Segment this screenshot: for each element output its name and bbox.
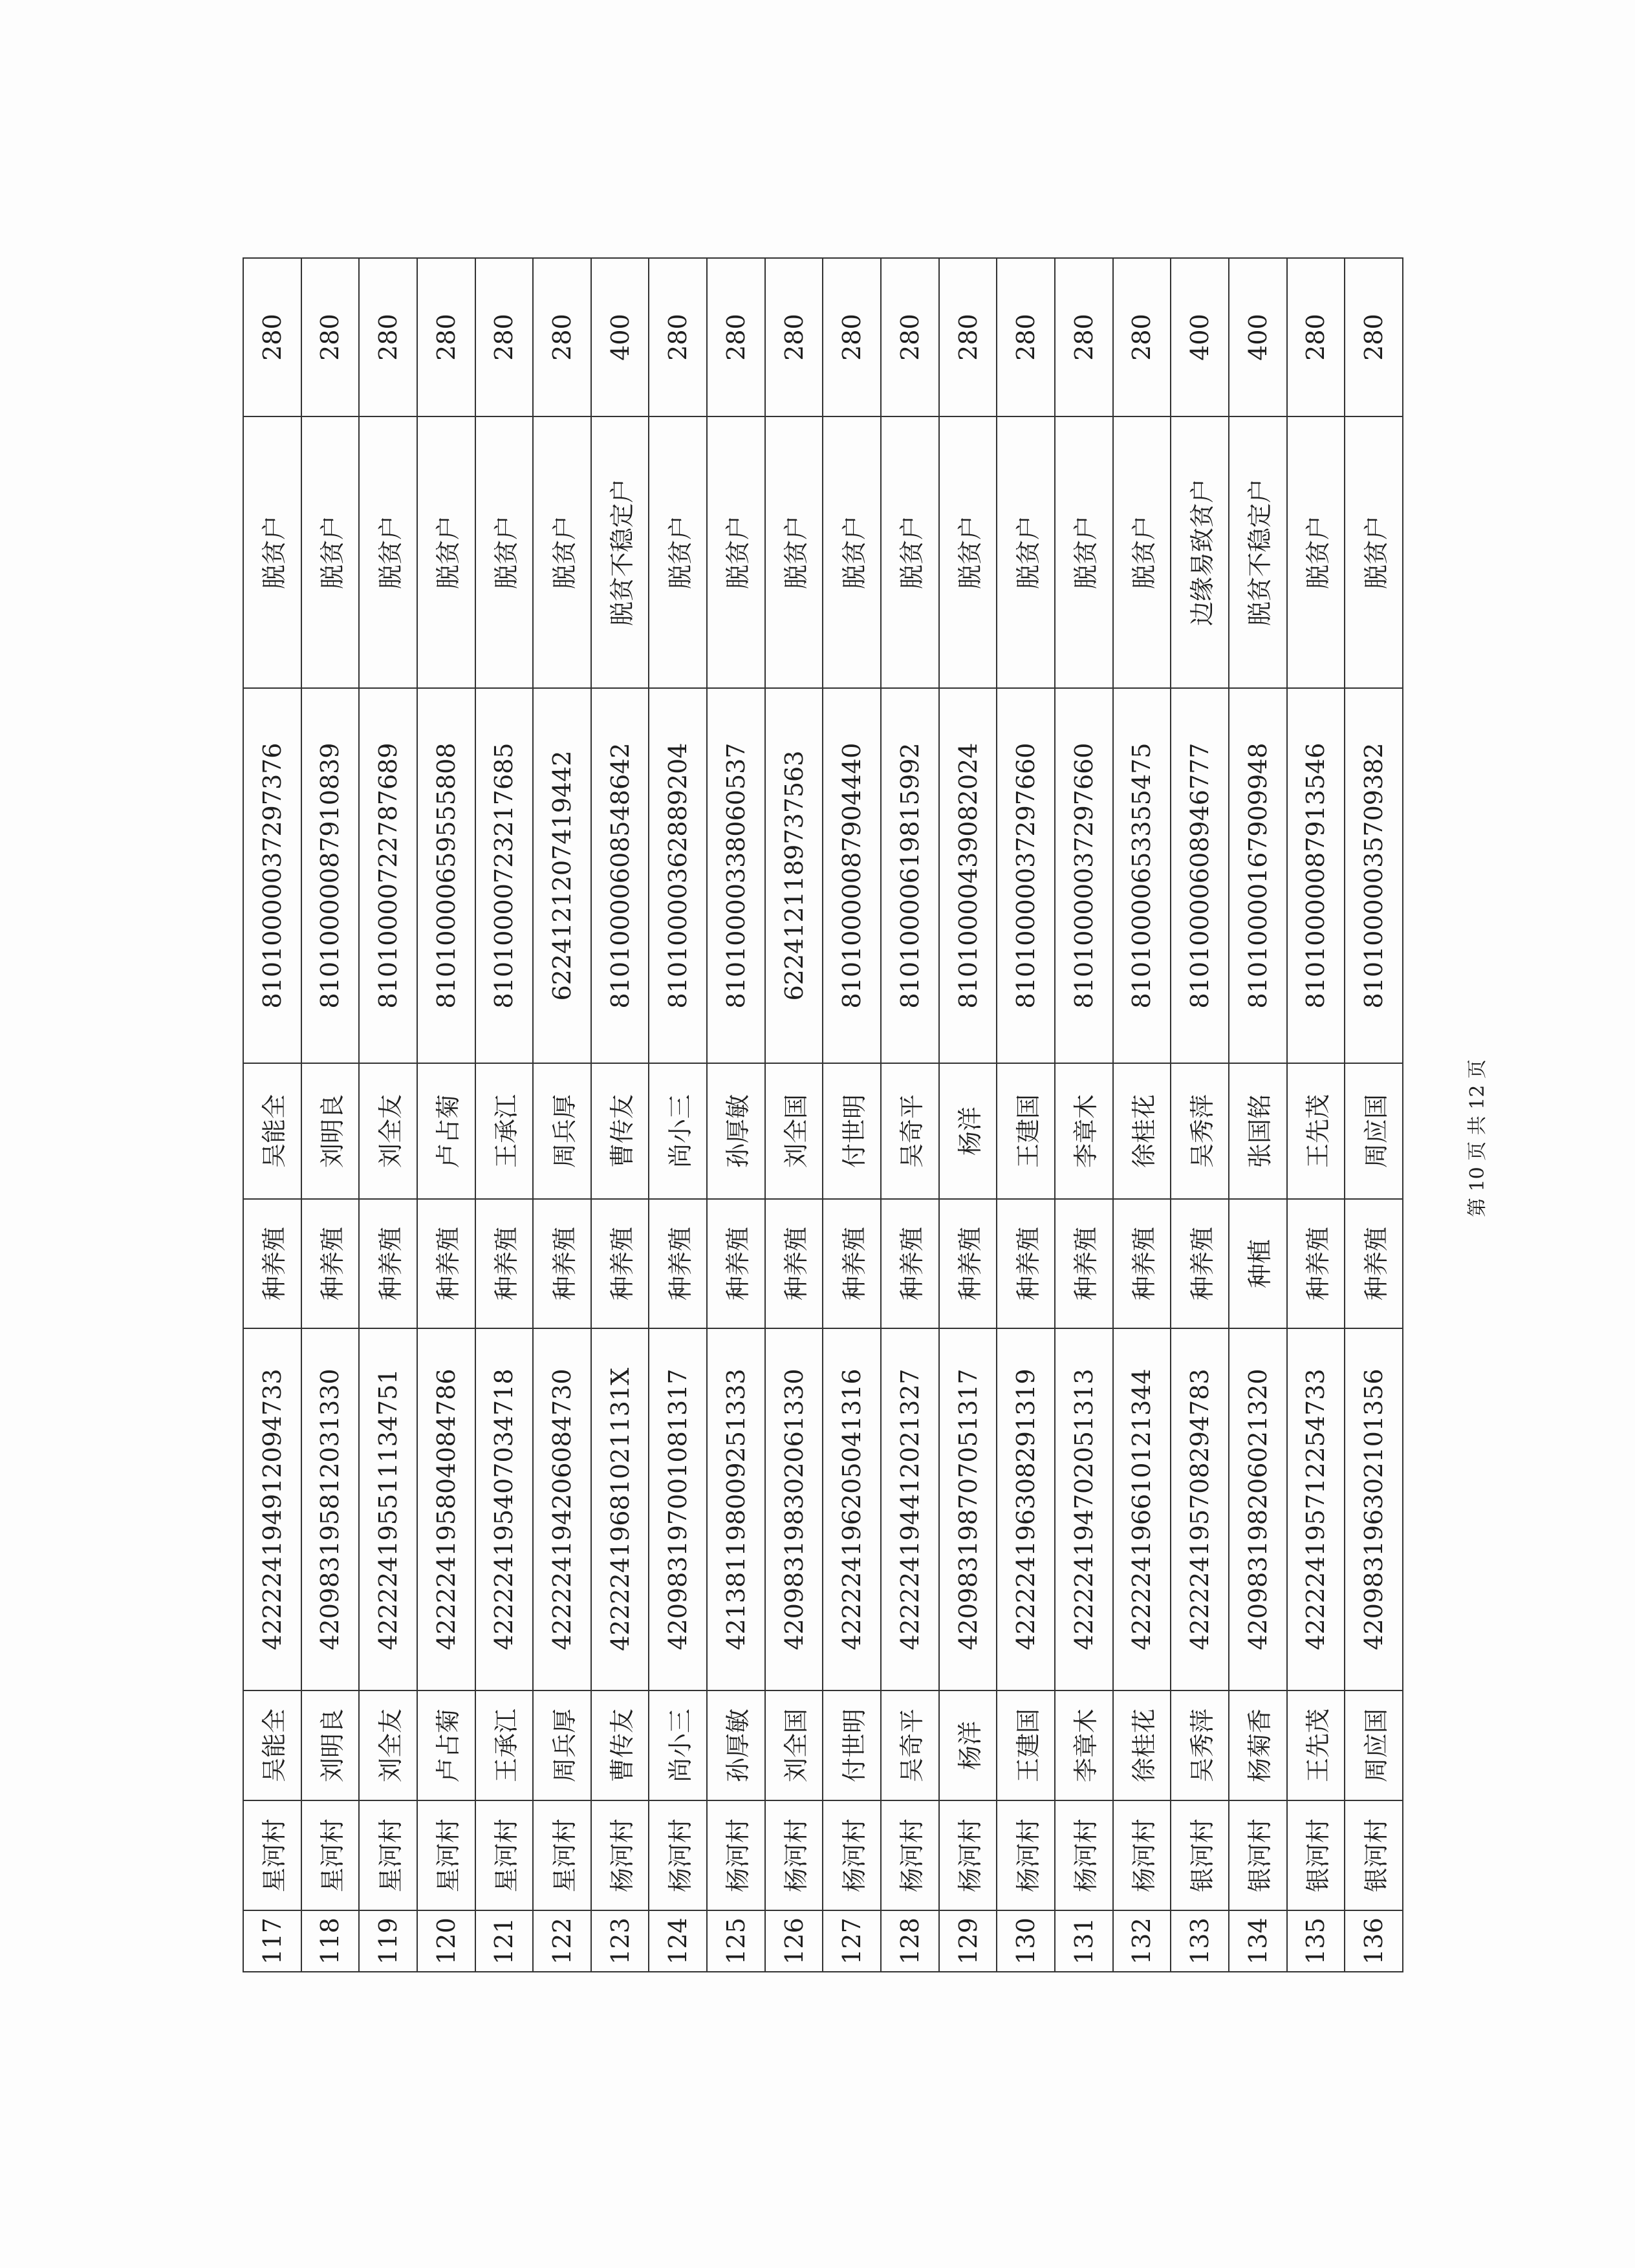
cell-village: 银河村: [1229, 1800, 1287, 1910]
cell-id-number: 422224194702051313: [1055, 1328, 1113, 1690]
cell-amount: 280: [475, 258, 534, 416]
cell-account: 6224121207419442: [533, 688, 591, 1063]
cell-account: 81010000362889204: [649, 688, 707, 1063]
table-row: [1055, 258, 1113, 1972]
cell-name: 王承江: [475, 1690, 534, 1800]
cell-name: 刘明良: [301, 1690, 360, 1800]
cell-amount: 280: [707, 258, 765, 416]
cell-account-holder: 周应国: [1345, 1063, 1403, 1199]
cell-no: 125: [707, 1910, 765, 1972]
cell-id-number: 42222419681021131X: [591, 1328, 649, 1690]
cell-amount: 280: [1055, 258, 1113, 416]
cell-account: 81010000167909948: [1229, 688, 1287, 1063]
cell-village: 星河村: [243, 1800, 301, 1910]
cell-village: 杨河村: [823, 1800, 881, 1910]
cell-id-number: 420983198302061330: [765, 1328, 823, 1690]
cell-household-type: 脱贫户: [475, 416, 534, 688]
cell-account-holder: 尚小三: [649, 1063, 707, 1199]
cell-village: 杨河村: [1055, 1800, 1113, 1910]
cell-name: 卢占菊: [417, 1690, 475, 1800]
cell-village: 星河村: [417, 1800, 475, 1910]
cell-account: 81010000338060537: [707, 688, 765, 1063]
cell-amount: 280: [649, 258, 707, 416]
cell-industry: 种养殖: [707, 1199, 765, 1328]
cell-village: 杨河村: [997, 1800, 1055, 1910]
cell-village: 杨河村: [765, 1800, 823, 1910]
cell-account: 81010000723217685: [475, 688, 534, 1063]
cell-industry: 种养殖: [765, 1199, 823, 1328]
table-row: [533, 258, 591, 1972]
table-row: [1229, 258, 1287, 1972]
cell-village: 杨河村: [939, 1800, 997, 1910]
cell-account-holder: 吴奇平: [881, 1063, 939, 1199]
page-number-label: 第 10 页 共 12 页: [1466, 1059, 1489, 1218]
cell-no: 136: [1345, 1910, 1403, 1972]
cell-account-holder: 吴秀萍: [1171, 1063, 1229, 1199]
cell-no: 131: [1055, 1910, 1113, 1972]
cell-village: 星河村: [533, 1800, 591, 1910]
cell-industry: 种养殖: [649, 1199, 707, 1328]
cell-industry: 种养殖: [475, 1199, 534, 1328]
cell-amount: 280: [1287, 258, 1345, 416]
cell-account: 81010000608946777: [1171, 688, 1229, 1063]
cell-household-type: 脱贫户: [359, 416, 417, 688]
cell-name: 付世明: [823, 1690, 881, 1800]
cell-no: 117: [243, 1910, 301, 1972]
cell-account-holder: 孙厚敏: [707, 1063, 765, 1199]
beneficiary-table: [243, 257, 1403, 1972]
table-row: [475, 258, 534, 1972]
cell-id-number: 422224194412021327: [881, 1328, 939, 1690]
cell-village: 星河村: [359, 1800, 417, 1910]
cell-village: 银河村: [1345, 1800, 1403, 1910]
cell-name: 吴奇平: [881, 1690, 939, 1800]
cell-no: 127: [823, 1910, 881, 1972]
cell-name: 刘全国: [765, 1690, 823, 1800]
cell-industry: 种养殖: [1113, 1199, 1171, 1328]
cell-account-holder: 刘全国: [765, 1063, 823, 1199]
cell-household-type: 脱贫户: [533, 416, 591, 688]
cell-industry: 种养殖: [939, 1199, 997, 1328]
cell-household-type: 脱贫户: [881, 416, 939, 688]
cell-account-holder: 王承江: [475, 1063, 534, 1199]
cell-account: 81010000608548642: [591, 688, 649, 1063]
cell-id-number: 422224195407034718: [475, 1328, 534, 1690]
cell-village: 杨河村: [707, 1800, 765, 1910]
cell-village: 星河村: [301, 1800, 360, 1910]
cell-account: 81010000659555808: [417, 688, 475, 1063]
cell-no: 129: [939, 1910, 997, 1972]
cell-household-type: 脱贫户: [417, 416, 475, 688]
cell-no: 130: [997, 1910, 1055, 1972]
cell-name: 杨菊香: [1229, 1690, 1287, 1800]
table-row: [939, 258, 997, 1972]
cell-no: 133: [1171, 1910, 1229, 1972]
cell-id-number: 422224196205041316: [823, 1328, 881, 1690]
cell-amount: 280: [997, 258, 1055, 416]
cell-account: 81010000439082024: [939, 688, 997, 1063]
cell-id-number: 422224194912094733: [243, 1328, 301, 1690]
table-body: [243, 258, 1403, 1972]
cell-no: 128: [881, 1910, 939, 1972]
cell-account: 6224121189737563: [765, 688, 823, 1063]
cell-account-holder: 李章木: [1055, 1063, 1113, 1199]
cell-industry: 种养殖: [1171, 1199, 1229, 1328]
cell-name: 周应国: [1345, 1690, 1403, 1800]
cell-no: 118: [301, 1910, 360, 1972]
cell-id-number: 420983198206021320: [1229, 1328, 1287, 1690]
cell-industry: 种养殖: [417, 1199, 475, 1328]
cell-name: 周兵厚: [533, 1690, 591, 1800]
cell-account-holder: 徐桂花: [1113, 1063, 1171, 1199]
cell-account: 81010000037297660: [997, 688, 1055, 1063]
cell-household-type: 脱贫不稳定户: [1229, 416, 1287, 688]
cell-industry: 种养殖: [591, 1199, 649, 1328]
cell-village: 星河村: [475, 1800, 534, 1910]
cell-household-type: 脱贫户: [649, 416, 707, 688]
cell-no: 134: [1229, 1910, 1287, 1972]
table-row: [649, 258, 707, 1972]
cell-industry: 种养殖: [1287, 1199, 1345, 1328]
cell-amount: 280: [823, 258, 881, 416]
cell-household-type: 脱贫户: [1055, 416, 1113, 688]
cell-id-number: 420983196302101356: [1345, 1328, 1403, 1690]
cell-account-holder: 王先茂: [1287, 1063, 1345, 1199]
cell-industry: 种养殖: [301, 1199, 360, 1328]
table-row: [1171, 258, 1229, 1972]
cell-industry: 种养殖: [881, 1199, 939, 1328]
cell-industry: 种养殖: [823, 1199, 881, 1328]
table-row: [707, 258, 765, 1972]
cell-no: 126: [765, 1910, 823, 1972]
table-row: [881, 258, 939, 1972]
cell-account: 81010000087910839: [301, 688, 360, 1063]
cell-household-type: 脱贫户: [765, 416, 823, 688]
table-row: [243, 258, 301, 1972]
cell-industry: 种养殖: [533, 1199, 591, 1328]
cell-name: 王建国: [997, 1690, 1055, 1800]
cell-name: 王先茂: [1287, 1690, 1345, 1800]
cell-id-number: 422224196308291319: [997, 1328, 1055, 1690]
cell-industry: 种养殖: [243, 1199, 301, 1328]
cell-account-holder: 曹传友: [591, 1063, 649, 1199]
cell-no: 119: [359, 1910, 417, 1972]
cell-no: 124: [649, 1910, 707, 1972]
table-row: [1287, 258, 1345, 1972]
cell-account: 81010000653355475: [1113, 688, 1171, 1063]
cell-household-type: 脱贫户: [1345, 416, 1403, 688]
cell-id-number: 422224195708294783: [1171, 1328, 1229, 1690]
cell-household-type: 脱贫户: [707, 416, 765, 688]
cell-account-holder: 刘明良: [301, 1063, 360, 1199]
cell-no: 121: [475, 1910, 534, 1972]
cell-account-holder: 吴能全: [243, 1063, 301, 1199]
cell-amount: 280: [1113, 258, 1171, 416]
cell-account-holder: 杨洋: [939, 1063, 997, 1199]
cell-amount: 280: [939, 258, 997, 416]
cell-account-holder: 王建国: [997, 1063, 1055, 1199]
cell-amount: 400: [591, 258, 649, 416]
cell-amount: 280: [765, 258, 823, 416]
cell-name: 徐桂花: [1113, 1690, 1171, 1800]
cell-account: 81010000087904440: [823, 688, 881, 1063]
cell-village: 银河村: [1287, 1800, 1345, 1910]
cell-account: 81010000035709382: [1345, 688, 1403, 1063]
cell-village: 杨河村: [649, 1800, 707, 1910]
cell-no: 122: [533, 1910, 591, 1972]
cell-household-type: 脱贫户: [823, 416, 881, 688]
cell-name: 孙厚敏: [707, 1690, 765, 1800]
cell-household-type: 脱贫不稳定户: [591, 416, 649, 688]
cell-account-holder: 卢占菊: [417, 1063, 475, 1199]
cell-amount: 280: [243, 258, 301, 416]
cell-account: 81010000087913546: [1287, 688, 1345, 1063]
cell-industry: 种养殖: [997, 1199, 1055, 1328]
cell-household-type: 脱贫户: [301, 416, 360, 688]
cell-amount: 280: [417, 258, 475, 416]
cell-industry: 种养殖: [1345, 1199, 1403, 1328]
cell-id-number: 420983195812031330: [301, 1328, 360, 1690]
cell-amount: 400: [1229, 258, 1287, 416]
cell-id-number: 420983197001081317: [649, 1328, 707, 1690]
cell-id-number: 422224194206084730: [533, 1328, 591, 1690]
table-row: [1113, 258, 1171, 1972]
cell-amount: 280: [533, 258, 591, 416]
cell-household-type: 脱贫户: [1113, 416, 1171, 688]
table-row: [1345, 258, 1403, 1972]
table-row: [823, 258, 881, 1972]
cell-no: 132: [1113, 1910, 1171, 1972]
cell-name: 吴能全: [243, 1690, 301, 1800]
cell-account-holder: 付世明: [823, 1063, 881, 1199]
cell-amount: 280: [301, 258, 360, 416]
cell-name: 吴秀萍: [1171, 1690, 1229, 1800]
cell-account: 81010000619815992: [881, 688, 939, 1063]
cell-amount: 280: [881, 258, 939, 416]
cell-id-number: 420983198707051317: [939, 1328, 997, 1690]
rotated-table-container: [243, 259, 1403, 1972]
cell-name: 杨洋: [939, 1690, 997, 1800]
cell-id-number: 422224196610121344: [1113, 1328, 1171, 1690]
table-row: [765, 258, 823, 1972]
cell-no: 123: [591, 1910, 649, 1972]
cell-id-number: 422224195804084786: [417, 1328, 475, 1690]
cell-account-holder: 张国铭: [1229, 1063, 1287, 1199]
cell-account-holder: 周兵厚: [533, 1063, 591, 1199]
cell-no: 135: [1287, 1910, 1345, 1972]
cell-village: 杨河村: [881, 1800, 939, 1910]
cell-account: 81010000037297660: [1055, 688, 1113, 1063]
cell-name: 曹传友: [591, 1690, 649, 1800]
table-row: [417, 258, 475, 1972]
cell-name: 李章木: [1055, 1690, 1113, 1800]
cell-household-type: 脱贫户: [243, 416, 301, 688]
cell-amount: 280: [1345, 258, 1403, 416]
table-row: [591, 258, 649, 1972]
cell-household-type: 脱贫户: [939, 416, 997, 688]
cell-village: 杨河村: [591, 1800, 649, 1910]
cell-village: 银河村: [1171, 1800, 1229, 1910]
cell-account: 81010000722787689: [359, 688, 417, 1063]
cell-amount: 400: [1171, 258, 1229, 416]
cell-industry: 种养殖: [1055, 1199, 1113, 1328]
cell-no: 120: [417, 1910, 475, 1972]
cell-household-type: 边缘易致贫户: [1171, 416, 1229, 688]
table-row: [997, 258, 1055, 1972]
cell-id-number: 422224195511134751: [359, 1328, 417, 1690]
cell-account-holder: 刘全友: [359, 1063, 417, 1199]
cell-id-number: 421381198009251333: [707, 1328, 765, 1690]
table-row: [359, 258, 417, 1972]
table-row: [301, 258, 360, 1972]
cell-id-number: 422224195712254733: [1287, 1328, 1345, 1690]
cell-industry: 种植: [1229, 1199, 1287, 1328]
cell-household-type: 脱贫户: [997, 416, 1055, 688]
cell-name: 尚小三: [649, 1690, 707, 1800]
cell-account: 81010000037297376: [243, 688, 301, 1063]
cell-name: 刘全友: [359, 1690, 417, 1800]
cell-household-type: 脱贫户: [1287, 416, 1345, 688]
cell-industry: 种养殖: [359, 1199, 417, 1328]
cell-village: 杨河村: [1113, 1800, 1171, 1910]
page-footer: [1458, 1028, 1549, 1248]
cell-amount: 280: [359, 258, 417, 416]
